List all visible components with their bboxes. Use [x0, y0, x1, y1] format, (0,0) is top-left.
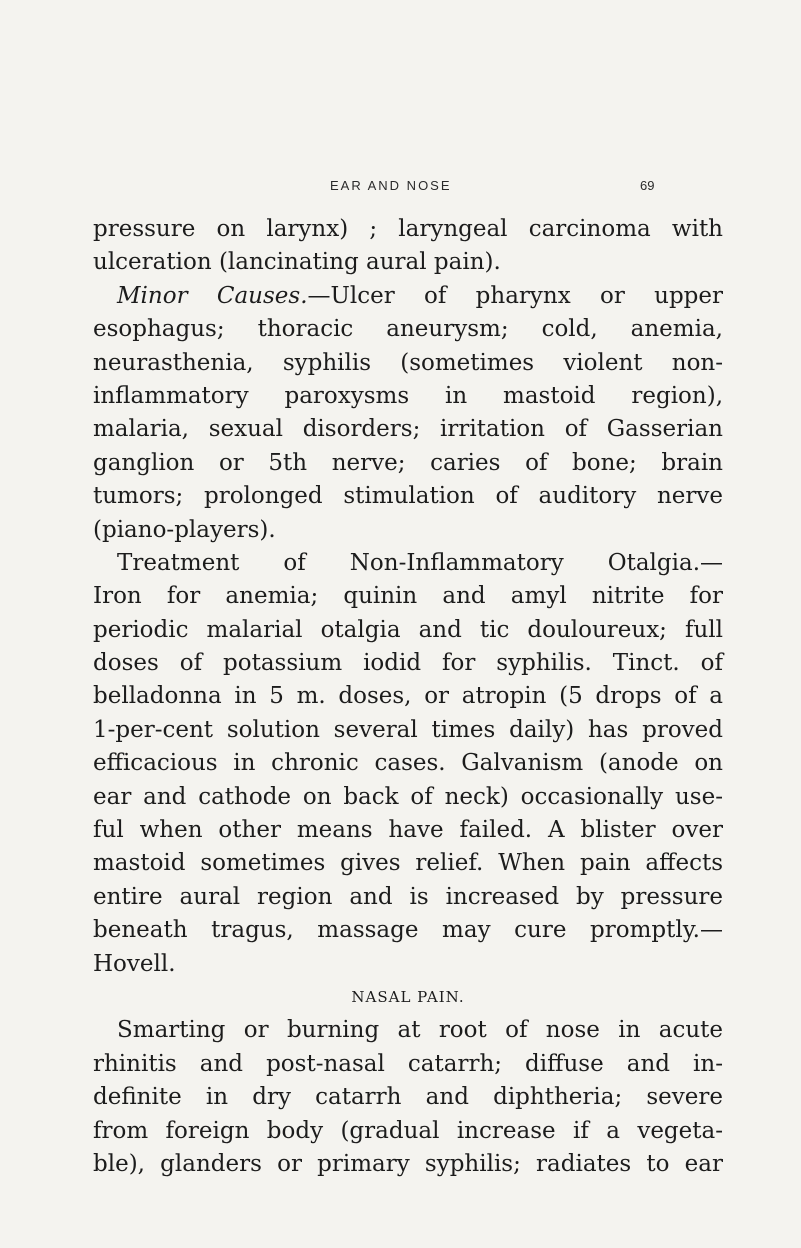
text-line: ganglion or 5th nerve; caries of bone; brain — [93, 449, 723, 476]
text-line: entire aural region and is increased by pressure — [93, 883, 723, 910]
text-line: esophagus; thoracic aneurysm; cold, anemia, — [93, 316, 723, 343]
text-line: periodic malarial otalgia and tic douloureux; full — [93, 616, 723, 643]
text-line: 1-per-cent solution several times daily) has proved — [93, 716, 723, 743]
text-line: malaria, sexual disorders; irritation of Gasserian — [93, 416, 723, 443]
text-line: efficacious in chronic cases. Galvanism (anode on — [93, 750, 723, 777]
text-line: pressure on larynx) ; laryngeal carcinoma with — [93, 216, 723, 242]
text-line: mastoid sometimes gives relief. When pain affects — [93, 850, 723, 877]
text-line: inflammatory paroxysms in mastoid region), — [93, 382, 723, 409]
text-line: neurasthenia, syphilis (sometimes violent non- — [93, 349, 723, 376]
text-line: ble), glanders or primary syphilis; radiates to ear — [93, 1150, 723, 1177]
running-title: EAR AND NOSE — [330, 178, 452, 193]
minor-causes-label: Minor Causes. — [117, 282, 308, 309]
text-line: belladonna in 5 m. doses, or atropin (5 drops of a — [93, 683, 723, 710]
running-head — [0, 178, 801, 198]
text-line: Iron for anemia; quinin and amyl nitrite for — [93, 583, 723, 610]
text-line: ful when other means have failed. A blister over — [93, 817, 723, 844]
body-text — [93, 213, 723, 1181]
text-line: Smarting or burning at root of nose in acute — [117, 1017, 723, 1044]
minor-causes-line — [93, 280, 723, 313]
treatment-heading-line: Treatment of Non-Inflammatory Otalgia.— — [117, 549, 723, 576]
text-line: —Ulcer of pharynx or upper — [307, 282, 723, 309]
text-line: Hovell. — [93, 950, 176, 977]
text-line: beneath tragus, massage may cure promptly.— — [93, 917, 723, 944]
text-line: tumors; prolonged stimulation of auditory nerve — [93, 483, 723, 510]
section-heading: NASAL PAIN. — [351, 987, 465, 1006]
text-line: (piano-players). — [93, 516, 276, 543]
text-line: from foreign body (gradual increase if a vegeta- — [93, 1117, 723, 1144]
page-number: 69 — [640, 178, 655, 193]
text-line: definite in dry catarrh and diphtheria; severe — [93, 1084, 723, 1111]
text-line: doses of potassium iodid for syphilis. Tinct. of — [93, 650, 723, 677]
text-line: ear and cathode on back of neck) occasionally use- — [93, 783, 723, 810]
text-line: rhinitis and post-nasal catarrh; diffuse and in- — [93, 1050, 723, 1077]
text-line: ulceration (lancinating aural pain). — [93, 249, 501, 276]
